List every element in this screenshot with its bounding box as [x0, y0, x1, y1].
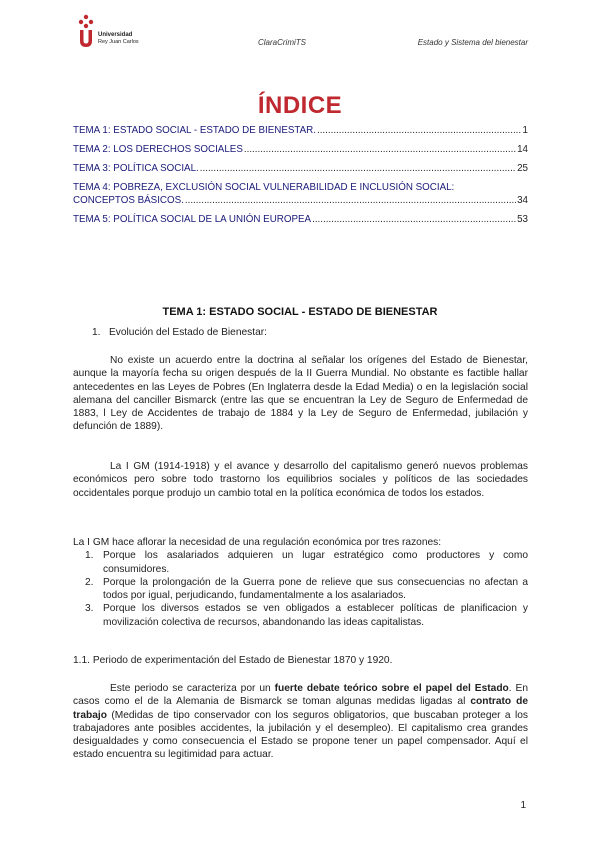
para4-bold-1: fuerte debate teórico sobre el papel del Estado: [274, 683, 509, 694]
paragraph-1: No existe un acuerdo entre la doctrina al señalar los orígenes del Estado de Bienestar, aunque la mayoría fecha su origen después de la II Guerra Mundial. No obstante es factible hallar antecedentes en las Leyes de Pobres (En Inglaterra desde la Edad Media) o en la legislación social alemana del canciller Bismarck (entre las que se encuentran la Ley de Seguro de Enfermedad de 1883, l Ley de Accidentes de trabajo de 1884 y la Ley de Seguro de Enfermedad, jubilación y defunción de 1889).: [73, 355, 528, 433]
list-item-text: Porque la prolongación de la Guerra pone de relieve que sus consecuencias no afectan a todos por igual, perjudicando, fundamentalmente a los asalariados.: [103, 576, 528, 602]
index-title: ÍNDICE: [257, 92, 343, 119]
para4-text-a: Este periodo se caracteriza por un: [110, 683, 275, 694]
list-item-number: 1.: [85, 550, 94, 562]
toc-entry-4[interactable]: [73, 181, 528, 207]
reasons-intro: La I GM hace aflorar la necesidad de una regulación económica por tres razones:: [73, 537, 442, 548]
toc-leader: [200, 162, 516, 175]
toc-entry-text[interactable]: CONCEPTOS BÁSICOS.: [73, 195, 184, 206]
toc-entry-text[interactable]: TEMA 5: POLÍTICA SOCIAL DE LA UNIÓN EUROPEA: [73, 214, 312, 225]
list-item: [85, 602, 528, 629]
toc-entry-text[interactable]: TEMA 3: POLÍTICA SOCIAL.: [73, 163, 199, 174]
section-title: TEMA 1: ESTADO SOCIAL - ESTADO DE BIENESTAR: [162, 306, 438, 318]
toc-entry-page: 1: [522, 125, 528, 136]
reasons-list: [73, 549, 528, 629]
header-right-text: Estado y Sistema del bienestar: [417, 38, 528, 47]
university-logo-icon: [78, 14, 94, 48]
toc-entry-text[interactable]: TEMA 1: ESTADO SOCIAL - ESTADO DE BIENESTAR.: [73, 125, 316, 136]
toc-entry-page: 53: [517, 214, 528, 225]
toc-entry-5[interactable]: [73, 213, 528, 226]
table-of-contents: [73, 124, 528, 226]
paragraph-4: [73, 682, 528, 762]
list-item-text: Porque los asalariados adquieren un lugar estratégico como productores y como consumidores.: [103, 550, 528, 575]
subheading-evolucion: 1. Evolución del Estado de Bienestar:: [92, 327, 267, 338]
toc-entry-page: 34: [517, 195, 528, 206]
subheading-periodo: 1.1. Periodo de experimentación del Estado de Bienestar 1870 y 1920.: [73, 655, 393, 666]
list-item-number: 3.: [85, 603, 94, 615]
toc-leader: [185, 194, 516, 207]
page-number: 1: [520, 800, 526, 811]
toc-leader: [317, 124, 522, 137]
university-logo-text: [98, 32, 139, 45]
list-item: [85, 576, 528, 603]
para4-bold-2: contrato de trabajo: [73, 696, 528, 721]
toc-entry-page: 25: [517, 163, 528, 174]
list-item-text: Porque los diversos estados se ven obligados a establecer políticas de planificacion y movilización colectiva de recursos, abandonando las ideas capitalistas.: [103, 603, 528, 628]
toc-entry-text[interactable]: TEMA 2: LOS DERECHOS SOCIALES: [73, 144, 243, 155]
toc-entry-2[interactable]: [73, 143, 528, 156]
toc-leader: [312, 213, 516, 226]
toc-entry-text-line1[interactable]: TEMA 4: POBREZA, EXCLUSIÓN SOCIAL VULNERABILIDAD E INCLUSIÓN SOCIAL:: [73, 182, 455, 193]
logo-line1: Universidad: [98, 32, 133, 38]
para4-text-c: . En casos como el de la Alemania de Bismarck se toman algunas medidas ligadas al: [73, 683, 529, 708]
list-item-number: 2.: [85, 576, 94, 588]
toc-entry-1[interactable]: [73, 124, 528, 137]
list-item: [85, 549, 528, 576]
para4-text-e: (Medidas de tipo conservador con los seguros obligatorios, que buscaban proteger a los trabajadores ante posibles accidentes, la jubilación y el desempleo). El capitalismo crea grandes desigualdades y como consecuencia el Estado se propone tener un papel compensador. Aquí el estado encuentra su legitimidad para actuar.: [73, 709, 528, 761]
paragraph-2: La I GM (1914-1918) y el avance y desarrollo del capitalismo generó nuevos problemas económicos pero sobre todo trastorno los equilibrios sociales y políticos de las sociedades occidentales porque produjo un cambio total en la política económica de todos los estados.: [73, 461, 528, 499]
toc-leader: [244, 143, 516, 156]
toc-entry-page: 14: [517, 144, 528, 155]
logo-line2: Rey Juan Carlos: [98, 38, 139, 45]
reasons-block: [73, 536, 528, 629]
header-center-text: ClaraCrimiTS: [258, 38, 306, 47]
toc-entry-3[interactable]: [73, 162, 528, 175]
